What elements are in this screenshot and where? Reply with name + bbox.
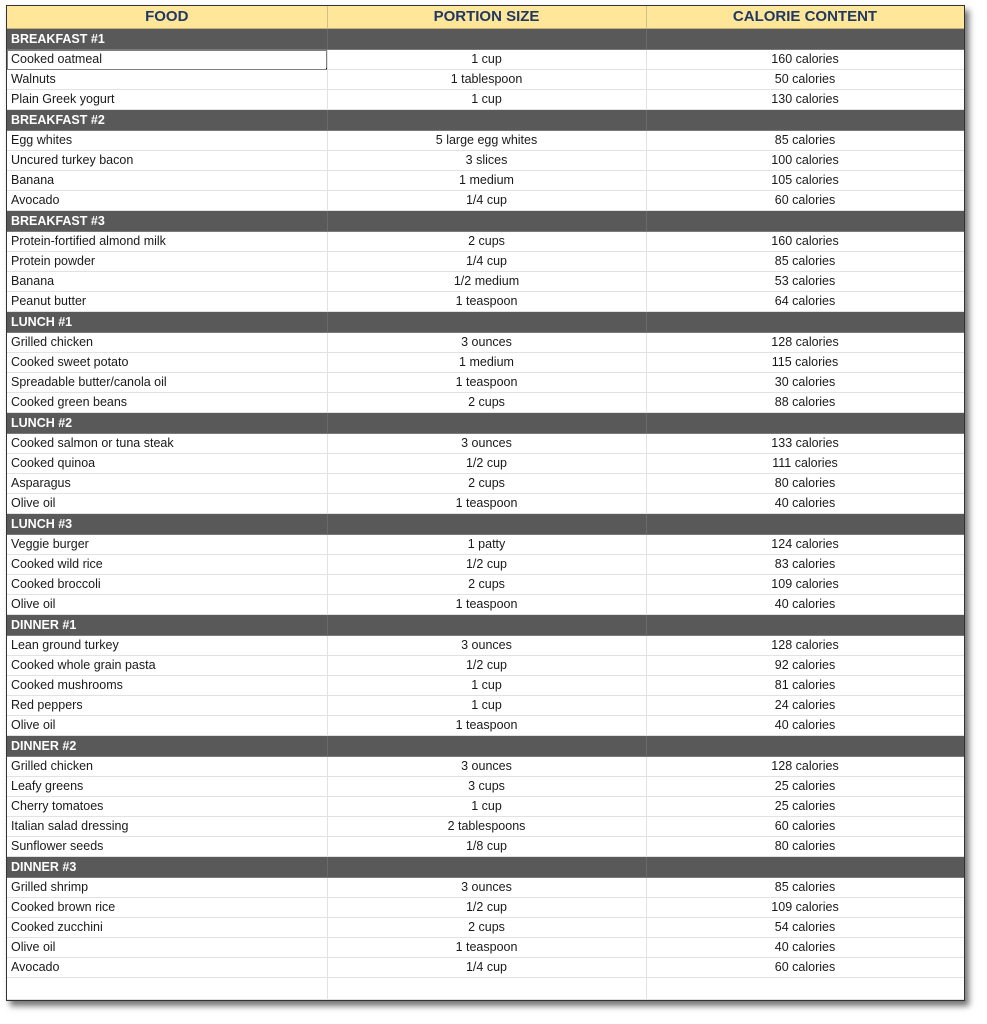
food-cell[interactable]: Veggie burger (7, 535, 327, 555)
section-title[interactable]: DINNER #2 (7, 736, 327, 757)
section-title[interactable]: BREAKFAST #3 (7, 211, 327, 232)
fill-handle[interactable] (326, 68, 328, 70)
table-row (7, 272, 964, 292)
calorie-cell[interactable]: 53 calories (646, 272, 964, 292)
portion-cell[interactable]: 1/2 medium (327, 272, 646, 292)
table-row (7, 535, 964, 555)
food-cell[interactable]: Grilled chicken (7, 333, 327, 353)
portion-cell[interactable]: 1 patty (327, 535, 646, 555)
food-cell[interactable]: Plain Greek yogurt (7, 90, 327, 110)
section-title[interactable]: DINNER #1 (7, 615, 327, 636)
portion-cell[interactable]: 2 cups (327, 474, 646, 494)
food-cell[interactable]: Olive oil (7, 716, 327, 736)
calorie-cell[interactable]: 124 calories (646, 535, 964, 555)
section-title[interactable]: LUNCH #2 (7, 413, 327, 434)
table-row (7, 292, 964, 312)
section-header-row (7, 514, 964, 535)
food-cell[interactable]: Avocado (7, 958, 327, 978)
calorie-cell[interactable]: 60 calories (646, 958, 964, 978)
calorie-cell[interactable]: 60 calories (646, 191, 964, 211)
table-row (7, 252, 964, 272)
calorie-cell[interactable]: 25 calories (646, 777, 964, 797)
portion-cell[interactable]: 1/4 cup (327, 252, 646, 272)
portion-cell[interactable]: 1/2 cup (327, 656, 646, 676)
calorie-cell[interactable]: 130 calories (646, 90, 964, 110)
section-empty-cell[interactable] (646, 514, 964, 535)
portion-cell[interactable]: 3 slices (327, 151, 646, 171)
table-row (7, 575, 964, 595)
food-cell[interactable]: Uncured turkey bacon (7, 151, 327, 171)
food-cell[interactable]: Spreadable butter/canola oil (7, 373, 327, 393)
section-empty-cell[interactable] (646, 211, 964, 232)
table-row (7, 353, 964, 373)
calorie-cell[interactable]: 133 calories (646, 434, 964, 454)
portion-cell[interactable]: 1 teaspoon (327, 595, 646, 615)
portion-cell[interactable]: 1 teaspoon (327, 494, 646, 514)
food-cell[interactable]: Cooked wild rice (7, 555, 327, 575)
section-empty-cell[interactable] (327, 736, 646, 757)
section-header-row (7, 857, 964, 878)
portion-cell[interactable]: 1 cup (327, 676, 646, 696)
table-row (7, 171, 964, 191)
blank-row (7, 978, 964, 1000)
header-row (7, 6, 964, 29)
portion-cell[interactable]: 1 teaspoon (327, 716, 646, 736)
portion-cell[interactable]: 2 cups (327, 918, 646, 938)
calorie-cell[interactable]: 160 calories (646, 50, 964, 70)
section-header-row (7, 615, 964, 636)
portion-cell[interactable]: 1/4 cup (327, 958, 646, 978)
table-body (7, 29, 964, 1000)
food-cell[interactable]: Protein powder (7, 252, 327, 272)
section-empty-cell[interactable] (327, 857, 646, 878)
table-row (7, 333, 964, 353)
calorie-cell[interactable]: 40 calories (646, 494, 964, 514)
calorie-cell[interactable]: 109 calories (646, 898, 964, 918)
section-header-row (7, 211, 964, 232)
section-header-row (7, 29, 964, 50)
table-row (7, 50, 964, 70)
spreadsheet-frame (6, 5, 965, 1001)
portion-cell[interactable]: 3 ounces (327, 434, 646, 454)
portion-cell[interactable]: 3 ounces (327, 878, 646, 898)
calorie-cell[interactable]: 83 calories (646, 555, 964, 575)
food-cell[interactable]: Olive oil (7, 938, 327, 958)
table-row (7, 393, 964, 413)
portion-cell[interactable]: 1 teaspoon (327, 938, 646, 958)
portion-cell[interactable]: 1/2 cup (327, 454, 646, 474)
calorie-cell[interactable]: 25 calories (646, 797, 964, 817)
section-empty-cell[interactable] (327, 312, 646, 333)
portion-column-header[interactable]: PORTION SIZE (327, 6, 646, 29)
food-cell[interactable]: Banana (7, 171, 327, 191)
portion-cell[interactable]: 1/8 cup (327, 837, 646, 857)
calorie-cell[interactable]: 111 calories (646, 454, 964, 474)
section-empty-cell[interactable] (327, 413, 646, 434)
table-row (7, 494, 964, 514)
food-cell[interactable]: Cooked broccoli (7, 575, 327, 595)
portion-cell[interactable]: 1 tablespoon (327, 70, 646, 90)
portion-cell[interactable]: 3 ounces (327, 333, 646, 353)
calorie-cell[interactable]: 128 calories (646, 636, 964, 656)
food-cell[interactable]: Cooked whole grain pasta (7, 656, 327, 676)
calorie-cell[interactable]: 115 calories (646, 353, 964, 373)
food-cell[interactable]: Cooked mushrooms (7, 676, 327, 696)
food-column-header[interactable]: FOOD (7, 6, 327, 29)
table-row (7, 656, 964, 676)
food-cell[interactable]: Lean ground turkey (7, 636, 327, 656)
table-row (7, 837, 964, 857)
portion-cell[interactable]: 1/2 cup (327, 898, 646, 918)
food-cell[interactable]: Protein-fortified almond milk (7, 232, 327, 252)
calorie-cell[interactable]: 160 calories (646, 232, 964, 252)
calorie-cell[interactable]: 109 calories (646, 575, 964, 595)
empty-cell[interactable] (7, 978, 327, 1000)
calorie-cell[interactable]: 50 calories (646, 70, 964, 90)
table-row (7, 696, 964, 716)
food-cell[interactable]: Grilled chicken (7, 757, 327, 777)
section-title[interactable]: DINNER #3 (7, 857, 327, 878)
table-row (7, 676, 964, 696)
food-cell[interactable]: Banana (7, 272, 327, 292)
food-cell[interactable]: Peanut butter (7, 292, 327, 312)
calorie-cell[interactable]: 40 calories (646, 938, 964, 958)
section-empty-cell[interactable] (327, 110, 646, 131)
food-cell[interactable]: Walnuts (7, 70, 327, 90)
food-cell[interactable]: Leafy greens (7, 777, 327, 797)
calorie-cell[interactable]: 40 calories (646, 595, 964, 615)
calorie-cell[interactable]: 30 calories (646, 373, 964, 393)
portion-cell[interactable]: 5 large egg whites (327, 131, 646, 151)
empty-cell[interactable] (646, 978, 964, 1000)
calorie-cell[interactable]: 128 calories (646, 757, 964, 777)
portion-cell[interactable]: 2 cups (327, 232, 646, 252)
section-title[interactable]: BREAKFAST #2 (7, 110, 327, 131)
section-empty-cell[interactable] (327, 211, 646, 232)
calorie-cell[interactable]: 54 calories (646, 918, 964, 938)
section-empty-cell[interactable] (646, 413, 964, 434)
food-cell[interactable]: Avocado (7, 191, 327, 211)
section-empty-cell[interactable] (327, 514, 646, 535)
section-empty-cell[interactable] (646, 736, 964, 757)
portion-cell[interactable]: 3 cups (327, 777, 646, 797)
food-cell[interactable]: Cooked salmon or tuna steak (7, 434, 327, 454)
food-cell[interactable]: Cooked brown rice (7, 898, 327, 918)
portion-cell[interactable]: 2 cups (327, 393, 646, 413)
food-cell[interactable]: Sunflower seeds (7, 837, 327, 857)
portion-cell[interactable]: 1 cup (327, 90, 646, 110)
table-row (7, 636, 964, 656)
section-header-row (7, 413, 964, 434)
food-cell[interactable]: Cherry tomatoes (7, 797, 327, 817)
food-cell[interactable]: Egg whites (7, 131, 327, 151)
table-row (7, 595, 964, 615)
section-header-row (7, 110, 964, 131)
table-row (7, 958, 964, 978)
calorie-cell[interactable]: 85 calories (646, 252, 964, 272)
section-header-row (7, 312, 964, 333)
table-row (7, 797, 964, 817)
calorie-cell[interactable]: 81 calories (646, 676, 964, 696)
portion-cell[interactable]: 1 cup (327, 696, 646, 716)
table-row (7, 131, 964, 151)
section-empty-cell[interactable] (327, 615, 646, 636)
table-row (7, 232, 964, 252)
calorie-cell[interactable]: 64 calories (646, 292, 964, 312)
calorie-cell[interactable]: 85 calories (646, 878, 964, 898)
meal-plan-table (7, 6, 965, 1000)
portion-cell[interactable]: 1 teaspoon (327, 292, 646, 312)
portion-cell[interactable]: 1 teaspoon (327, 373, 646, 393)
empty-cell[interactable] (327, 978, 646, 1000)
calorie-cell[interactable]: 40 calories (646, 716, 964, 736)
section-empty-cell[interactable] (646, 110, 964, 131)
calorie-cell[interactable]: 88 calories (646, 393, 964, 413)
portion-cell[interactable]: 3 ounces (327, 636, 646, 656)
portion-cell[interactable]: 1 medium (327, 353, 646, 373)
food-cell[interactable]: Cooked oatmeal (7, 50, 327, 70)
calorie-cell[interactable]: 24 calories (646, 696, 964, 716)
table-row (7, 555, 964, 575)
table-row (7, 151, 964, 171)
portion-cell[interactable]: 1/4 cup (327, 191, 646, 211)
table-row (7, 938, 964, 958)
section-header-row (7, 736, 964, 757)
table-row (7, 191, 964, 211)
table-row (7, 878, 964, 898)
table-row (7, 817, 964, 837)
portion-cell[interactable]: 1 cup (327, 50, 646, 70)
food-cell[interactable]: Grilled shrimp (7, 878, 327, 898)
section-empty-cell[interactable] (646, 29, 964, 50)
table-row (7, 90, 964, 110)
food-cell[interactable]: Italian salad dressing (7, 817, 327, 837)
calorie-cell[interactable]: 80 calories (646, 837, 964, 857)
calorie-cell[interactable]: 60 calories (646, 817, 964, 837)
food-cell[interactable]: Olive oil (7, 494, 327, 514)
portion-cell[interactable]: 1 cup (327, 797, 646, 817)
table-row (7, 898, 964, 918)
calorie-cell[interactable]: 80 calories (646, 474, 964, 494)
calorie-column-header[interactable]: CALORIE CONTENT (646, 6, 964, 29)
calorie-cell[interactable]: 85 calories (646, 131, 964, 151)
table-row (7, 918, 964, 938)
table-row (7, 454, 964, 474)
section-empty-cell[interactable] (646, 857, 964, 878)
section-title[interactable]: LUNCH #1 (7, 312, 327, 333)
food-cell[interactable]: Red peppers (7, 696, 327, 716)
calorie-cell[interactable]: 105 calories (646, 171, 964, 191)
portion-cell[interactable]: 2 cups (327, 575, 646, 595)
portion-cell[interactable]: 2 tablespoons (327, 817, 646, 837)
calorie-cell[interactable]: 100 calories (646, 151, 964, 171)
calorie-cell[interactable]: 128 calories (646, 333, 964, 353)
food-cell[interactable]: Cooked quinoa (7, 454, 327, 474)
portion-cell[interactable]: 1/2 cup (327, 555, 646, 575)
calorie-cell[interactable]: 92 calories (646, 656, 964, 676)
table-row (7, 716, 964, 736)
section-title[interactable]: BREAKFAST #1 (7, 29, 327, 50)
food-cell[interactable]: Olive oil (7, 595, 327, 615)
food-cell[interactable]: Cooked sweet potato (7, 353, 327, 373)
portion-cell[interactable]: 1 medium (327, 171, 646, 191)
table-row (7, 434, 964, 454)
section-title[interactable]: LUNCH #3 (7, 514, 327, 535)
portion-cell[interactable]: 3 ounces (327, 757, 646, 777)
table-row (7, 70, 964, 90)
table-row (7, 474, 964, 494)
section-empty-cell[interactable] (646, 615, 964, 636)
section-empty-cell[interactable] (646, 312, 964, 333)
section-empty-cell[interactable] (327, 29, 646, 50)
food-cell[interactable]: Cooked zucchini (7, 918, 327, 938)
table-row (7, 373, 964, 393)
food-cell[interactable]: Cooked green beans (7, 393, 327, 413)
table-row (7, 777, 964, 797)
table-row (7, 757, 964, 777)
food-cell[interactable]: Asparagus (7, 474, 327, 494)
